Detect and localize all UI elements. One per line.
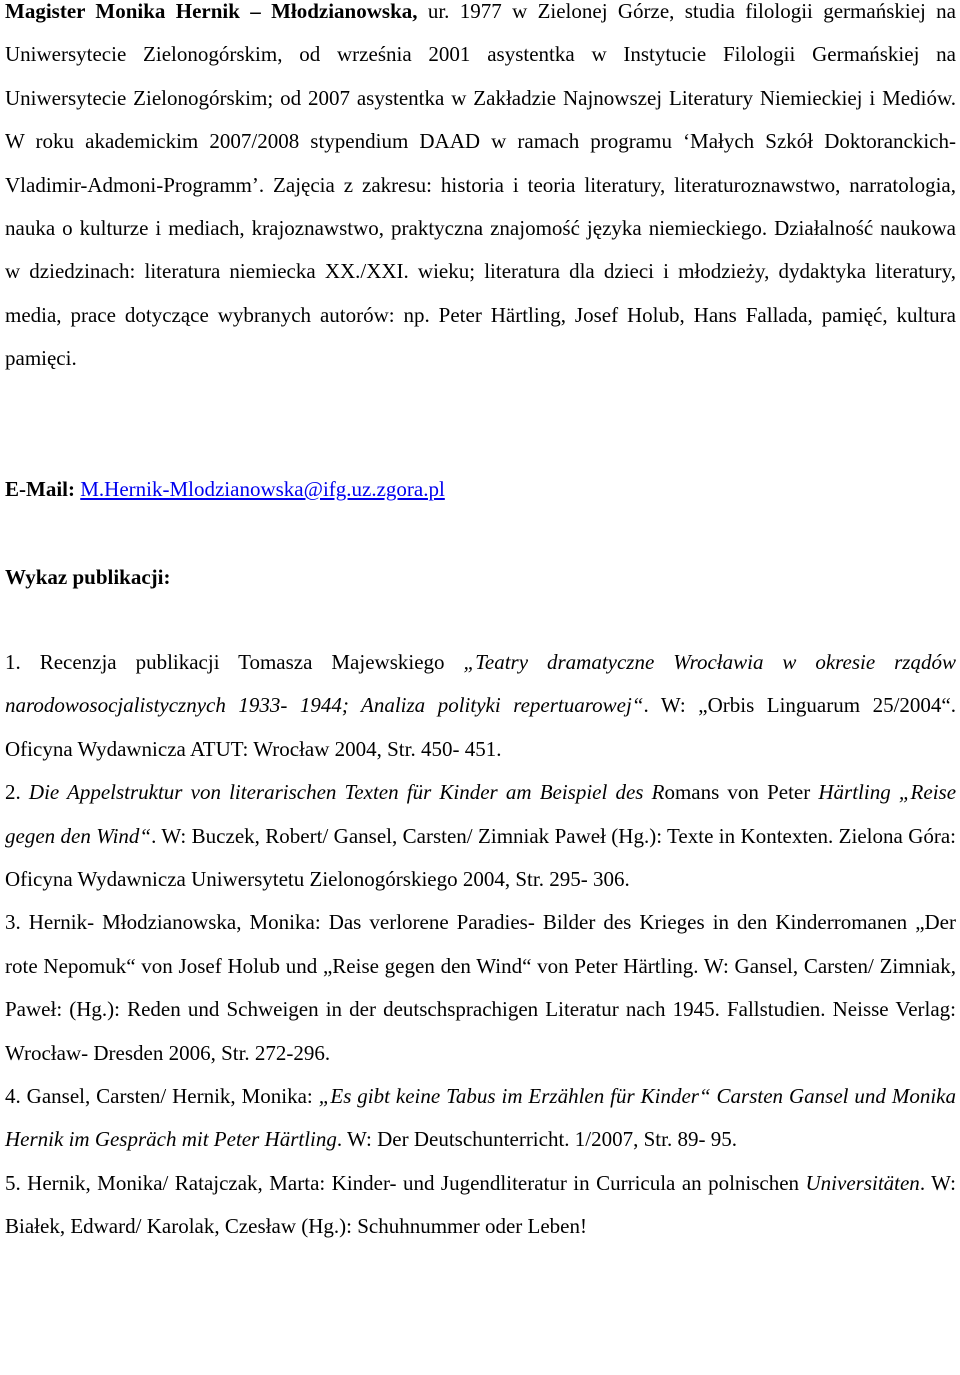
bio-text: ur. 1977 w Zielonej Górze, studia filologii germańskiej na Uniwersytecie Zielonogórskim, od września 2001 asystentka w Instytucie Filologii Germańskiej na Uniwersytecie Zielonogórskim; od 2007 asystentka w Zakładzie Najnowszej Literatury Niemieckiej i Mediów. W roku akademickim 2007/2008 stypendium DAAD w ramach programu ‘Małych Szkół Doktoranckich- Vladimir-Admoni-Programm’. Zajęcia z zakresu: historia i teoria literatury, literaturoznawstwo, narratologia, nauka o kulturze i mediach, krajoznawstwo, praktyczna znajomość języka niemieckiego. Działalność naukowa w dziedzinach: literatura niemiecka XX./XXI. wieku; literatura dla dzieci i młodzieży, dydaktyka literatury, media, prace dotyczące wybranych autorów: np. Peter Härtling, Josef Holub, Hans Fallada, pamięć, kultura pamięci. bbox=[5, 0, 956, 371]
publication-title: „Es gibt keine Tabus im Erzählen für Kinder“ Carsten Gansel und Monika Hernik im Gespräch mit Peter Härtling bbox=[5, 1084, 956, 1152]
publication-item-5 bbox=[5, 1162, 956, 1249]
publication-text: Gansel, Carsten/ Hernik, Monika: bbox=[20, 1084, 319, 1109]
publication-number: 4. bbox=[5, 1084, 21, 1109]
publication-title: Die Appelstruktur von literarischen Texten für Kinder am Beispiel des R bbox=[28, 780, 665, 805]
document-page bbox=[5, 0, 957, 1239]
publication-number: 3. bbox=[5, 910, 21, 935]
publication-number: 1. bbox=[5, 650, 21, 674]
email-label: E-Mail: bbox=[5, 477, 75, 501]
publication-text: Recenzja publikacji Tomasza Majewskiego bbox=[20, 650, 464, 674]
publication-title: Härtling „Reise gegen den Wind“ bbox=[5, 780, 957, 848]
publication-item-4 bbox=[5, 1075, 956, 1162]
publication-list bbox=[5, 641, 956, 1249]
email-link[interactable]: M.Hernik-Mlodzianowska@ifg.uz.zgora.pl bbox=[80, 477, 445, 501]
publication-item-2 bbox=[5, 771, 956, 901]
publication-text: omans von Peter bbox=[664, 780, 819, 805]
publication-number: 2. bbox=[5, 780, 21, 805]
publication-text: . W: Buczek, Robert/ Gansel, Carsten/ Zimniak Paweł (Hg.): Texte in Kontexten. Zielona Góra: Oficyna Wydawnicza Uniwersytetu Zielonogórskiego 2004, Str. 295- 306. bbox=[5, 823, 957, 892]
publication-number: 5. bbox=[5, 1170, 21, 1195]
bio-paragraph bbox=[5, 0, 956, 381]
publication-text: . W: Der Deutschunterricht. 1/2007, Str. 89- 95. bbox=[336, 1127, 737, 1152]
author-name: Magister Monika Hernik – Młodzianowska, bbox=[5, 0, 418, 23]
publication-text: Hernik- Młodzianowska, Monika: Das verlorene Paradies- Bilder des Krieges in den Kinderromanen „Der rote Nepomuk“ von Josef Holub und „Reise gegen den Wind“ von Peter Härtling. W: Gansel, Carsten/ Zimniak, Paweł: (Hg.): Reden und Schweigen in der deutschsprachigen Literatur nach 1945. Fallstudien. Neisse Verlag: Wrocław- Dresden 2006, Str. 272-296. bbox=[5, 910, 956, 1065]
publication-item-3 bbox=[5, 901, 956, 1075]
publication-text: Hernik, Monika/ Ratajczak, Marta: Kinder- und Jugendliteratur in Curricula an polnischen bbox=[20, 1170, 806, 1195]
publication-text: . W: „Orbis Linguarum 25/2004“. Oficyna Wydawnicza ATUT: Wrocław 2004, Str. 450- 451. bbox=[5, 693, 957, 761]
publication-title: Universitäten bbox=[805, 1170, 920, 1195]
publications-heading: Wykaz publikacji: bbox=[5, 565, 171, 589]
publication-text: . W: Białek, Edward/ Karolak, Czesław (Hg.): Schuhnummer oder Leben! bbox=[5, 1170, 956, 1239]
publication-item-1 bbox=[5, 641, 956, 771]
publication-text bbox=[21, 780, 29, 804]
email-line bbox=[5, 474, 445, 504]
publication-title: „Teatry dramatyczne Wrocławia w okresie rządów narodowosocjalistycznych 1933- 1944; Analiza polityki repertuarowej“ bbox=[5, 650, 956, 718]
